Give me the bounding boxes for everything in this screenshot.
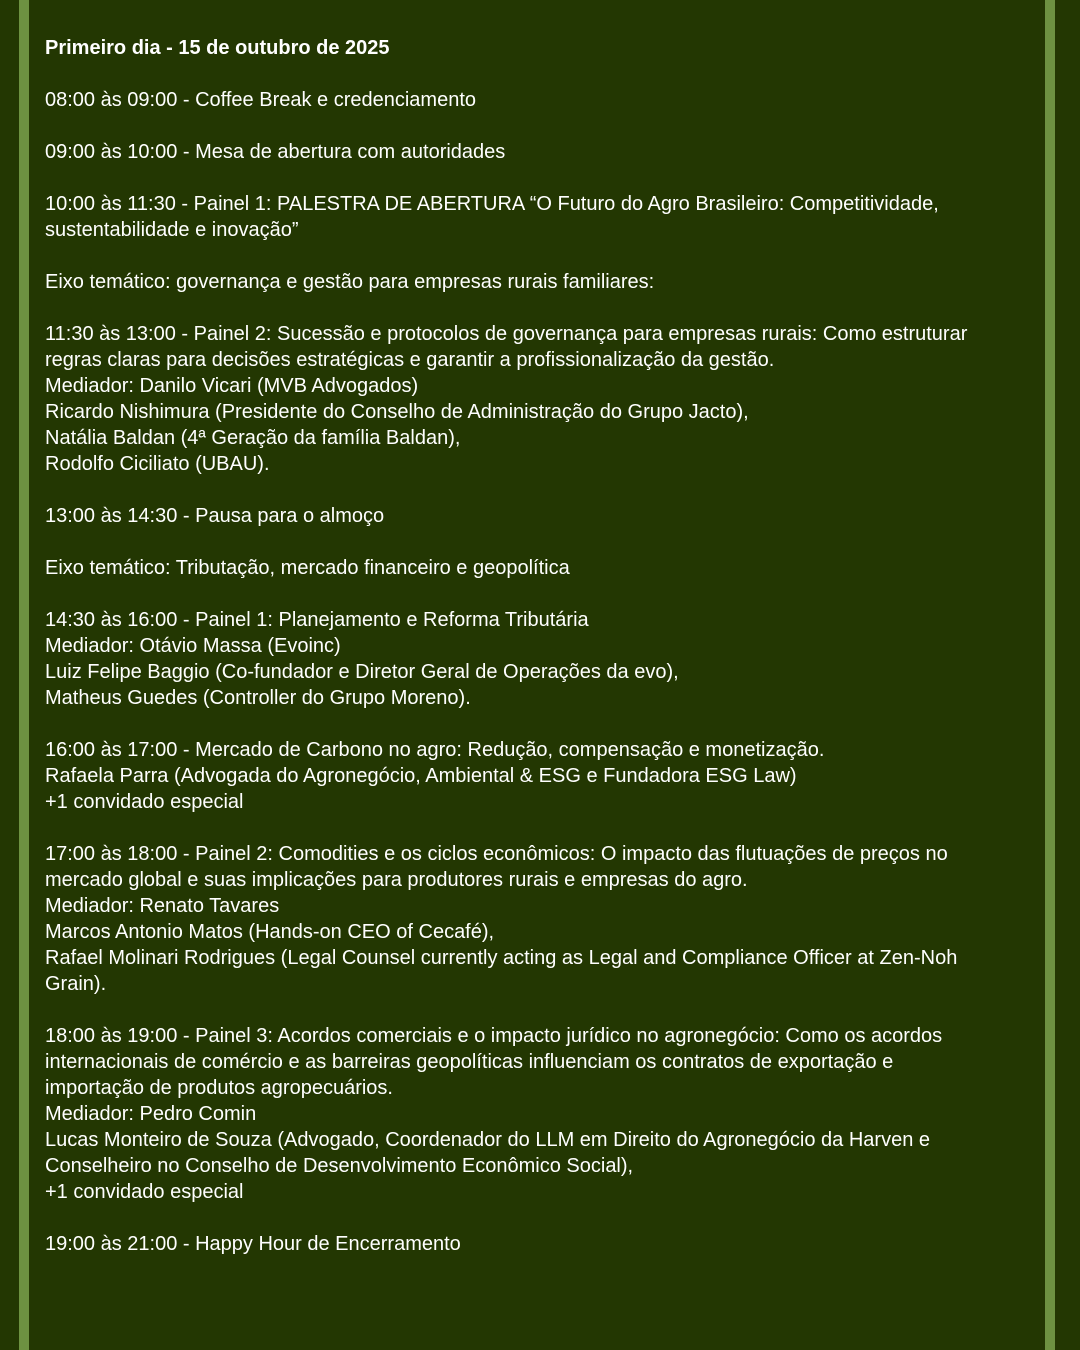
schedule-line: mercado global e suas implicações para produtores rurais e empresas do agro. [45, 869, 748, 891]
schedule-line: Marcos Antonio Matos (Hands-on CEO of Cecafé), [45, 921, 495, 943]
schedule-item [45, 555, 1035, 581]
schedule-item [45, 503, 1035, 529]
schedule-line: Rodolfo Ciciliato (UBAU). [45, 453, 270, 475]
schedule-line: importação de produtos agropecuários. [45, 1077, 393, 1099]
schedule-line: Lucas Monteiro de Souza (Advogado, Coordenador do LLM em Direito do Agronegócio da Harven e [45, 1129, 930, 1151]
schedule-line: Grain). [45, 973, 107, 995]
schedule-line: Mediador: Danilo Vicari (MVB Advogados) [45, 375, 419, 397]
left-border [19, 0, 29, 1350]
schedule-line: 19:00 às 21:00 - Happy Hour de Encerramento [45, 1233, 461, 1255]
schedule-line: Conselheiro no Conselho de Desenvolvimento Econômico Social), [45, 1155, 634, 1177]
schedule-item [45, 1023, 1035, 1205]
schedule-line: sustentabilidade e inovação” [45, 219, 299, 241]
schedule-line: regras claras para decisões estratégicas e garantir a profissionalização da gestão. [45, 349, 775, 371]
right-border [1045, 0, 1055, 1350]
schedule-item [45, 607, 1035, 711]
schedule-line: 09:00 às 10:00 - Mesa de abertura com autoridades [45, 141, 506, 163]
schedule-line: Mediador: Otávio Massa (Evoinc) [45, 635, 341, 657]
schedule-item [45, 841, 1035, 997]
schedule-line: Rafaela Parra (Advogada do Agronegócio, Ambiental & ESG e Fundadora ESG Law) [45, 765, 797, 787]
schedule-line: Natália Baldan (4ª Geração da família Baldan), [45, 427, 461, 449]
schedule-line: internacionais de comércio e as barreiras geopolíticas influenciam os contratos de exportação e [45, 1051, 894, 1073]
schedule-line: 08:00 às 09:00 - Coffee Break e credenciamento [45, 89, 477, 111]
schedule-line: +1 convidado especial [45, 791, 244, 813]
schedule-line: +1 convidado especial [45, 1181, 244, 1203]
schedule-content [45, 35, 1035, 1283]
schedule-line: Rafael Molinari Rodrigues (Legal Counsel currently acting as Legal and Compliance Officer at Zen-Noh [45, 947, 958, 969]
schedule-item [45, 139, 1035, 165]
schedule-line: Eixo temático: governança e gestão para empresas rurais familiares: [45, 271, 655, 293]
schedule-line: 14:30 às 16:00 - Painel 1: Planejamento e Reforma Tributária [45, 609, 589, 631]
schedule-line: Mediador: Pedro Comin [45, 1103, 257, 1125]
schedule-item [45, 321, 1035, 477]
schedule-line: 13:00 às 14:30 - Pausa para o almoço [45, 505, 385, 527]
schedule-line: Eixo temático: Tributação, mercado financeiro e geopolítica [45, 557, 570, 579]
schedule-line: 11:30 às 13:00 - Painel 2: Sucessão e protocolos de governança para empresas rurais: Como estruturar [45, 323, 968, 345]
schedule-line: 10:00 às 11:30 - Painel 1: PALESTRA DE ABERTURA “O Futuro do Agro Brasileiro: Competitividade, [45, 193, 939, 215]
schedule-item [45, 1231, 1035, 1257]
schedule-item [45, 269, 1035, 295]
schedule-line: 17:00 às 18:00 - Painel 2: Comodities e os ciclos econômicos: O impacto das flutuações de preços no [45, 843, 948, 865]
schedule-line: 18:00 às 19:00 - Painel 3: Acordos comerciais e o impacto jurídico no agronegócio: Como os acordos [45, 1025, 943, 1047]
schedule-item [45, 87, 1035, 113]
schedule-line: 16:00 às 17:00 - Mercado de Carbono no agro: Redução, compensação e monetização. [45, 739, 825, 761]
schedule-line: Mediador: Renato Tavares [45, 895, 280, 917]
schedule-line: Luiz Felipe Baggio (Co-fundador e Diretor Geral de Operações da evo), [45, 661, 679, 683]
schedule-item [45, 737, 1035, 815]
day-title: Primeiro dia - 15 de outubro de 2025 [45, 37, 390, 59]
schedule-line: Matheus Guedes (Controller do Grupo Moreno). [45, 687, 471, 709]
schedule-list [45, 87, 1035, 1257]
schedule-item [45, 191, 1035, 243]
day-heading-block [45, 35, 1035, 61]
schedule-line: Ricardo Nishimura (Presidente do Conselho de Administração do Grupo Jacto), [45, 401, 749, 423]
